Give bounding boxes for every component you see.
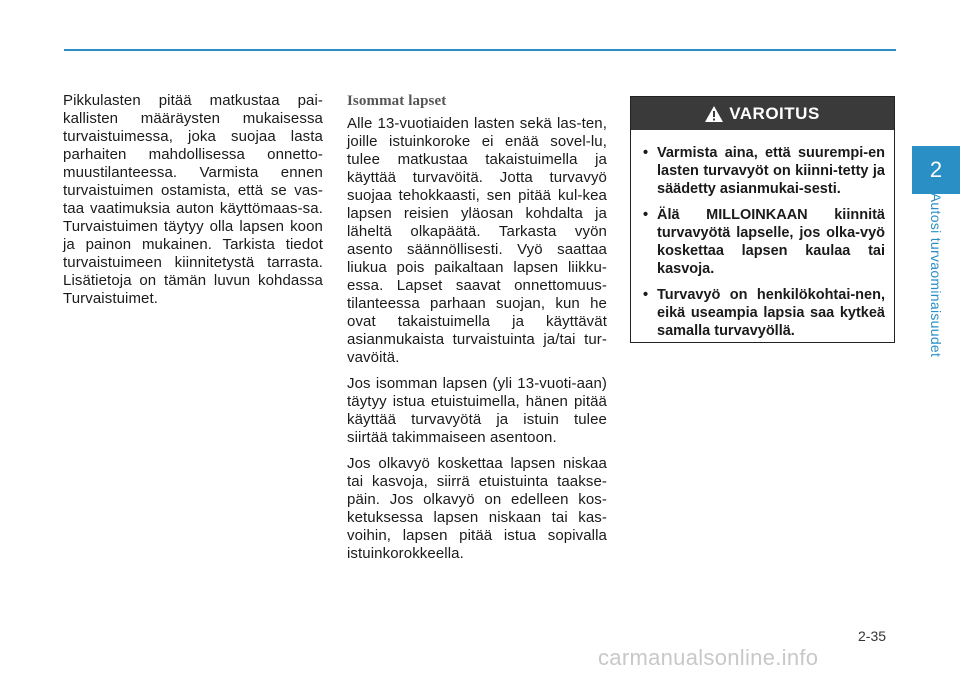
warning-item: • Turvavyö on henkilökohtai-nen, eikä useampia lapsia saa kytkeä samalla turvavyöllä.: [643, 286, 885, 340]
intro-paragraph: Pikkulasten pitää matkustaa pai-kallisten määräysten mukaisessa turvaistuimessa, joka suojaa lasta parhaiten mahdollisessa onnetto-muustilanteessa. Varmista ennen turvaistuimen ostamista, että se vas-taa vaatimuksia auton käyttömaas-sa. Turvaistuimen täytyy olla lapsen koon ja painon mukainen. Tarkista tiedot turvaistuimeen kiinnitetystä tarrasta. Lisätietoja on tämän luvun kohdassa Turvaistuimet.: [63, 92, 323, 307]
chapter-number: 2: [929, 157, 943, 182]
warning-triangle-icon: [705, 106, 723, 122]
warning-list: [631, 130, 894, 340]
column-middle: [347, 92, 607, 571]
paragraph: Alle 13-vuotiaiden lasten sekä las-ten, joille istuinkoroke ei enää sovel-lu, tulee matkustaa takaistuimella ja käyttää turvavöitä. Jotta turvavyö suojaa tehokkaasti, sen pitää kul-kea lapsen reisien yläosan kohdalta ja läheltä olkapäätä. Tarkasta vyön asento säännöllisesti. Vyö saattaa liukua pois paikaltaan lapsen liikku-essa. Lapset saavat onnettomuus-tilanteessa parhaan suojan, kun he ovat takaistuimella ja käyttävät asianmukaista turvaistuinta ja/tai tur-vavöitä.: [347, 115, 607, 366]
chapter-title: Autosi turvaominaisuudet: [928, 192, 944, 358]
watermark: carmanualsonline.info: [598, 645, 819, 670]
section-heading: Isommat lapset: [347, 93, 447, 109]
warning-header: [631, 97, 894, 130]
paragraph: Jos olkavyö koskettaa lapsen niskaa tai kasvoja, siirrä etuistuinta taakse-päin. Jos olkavyö on edelleen kos-ketuksessa lapsen niskaan tai kas-voihin, lapsen pitää istua sopivalla istuinkorokkeella.: [347, 455, 607, 562]
warning-item: • Varmista aina, että suurempi-en lasten turvavyöt on kiinni-tetty ja säädetty asianmukai-sesti.: [643, 144, 885, 198]
chapter-tab: [912, 146, 960, 194]
header-rule: [64, 49, 896, 51]
warning-title: VAROITUS: [729, 103, 820, 123]
column-left: [63, 92, 323, 316]
page-number: 2-35: [858, 628, 887, 644]
warning-box: [630, 96, 895, 343]
warning-item: • Älä MILLOINKAAN kiinnitä turvavyötä lapselle, jos olka-vyö koskettaa lapsen kaulaa tai kasvoja.: [643, 206, 885, 278]
paragraph: Jos isomman lapsen (yli 13-vuoti-aan) täytyy istua etuistuimella, hänen pitää käyttää turvavyötä ja istuin tulee siirtää takimmaiseen asentoon.: [347, 375, 607, 446]
